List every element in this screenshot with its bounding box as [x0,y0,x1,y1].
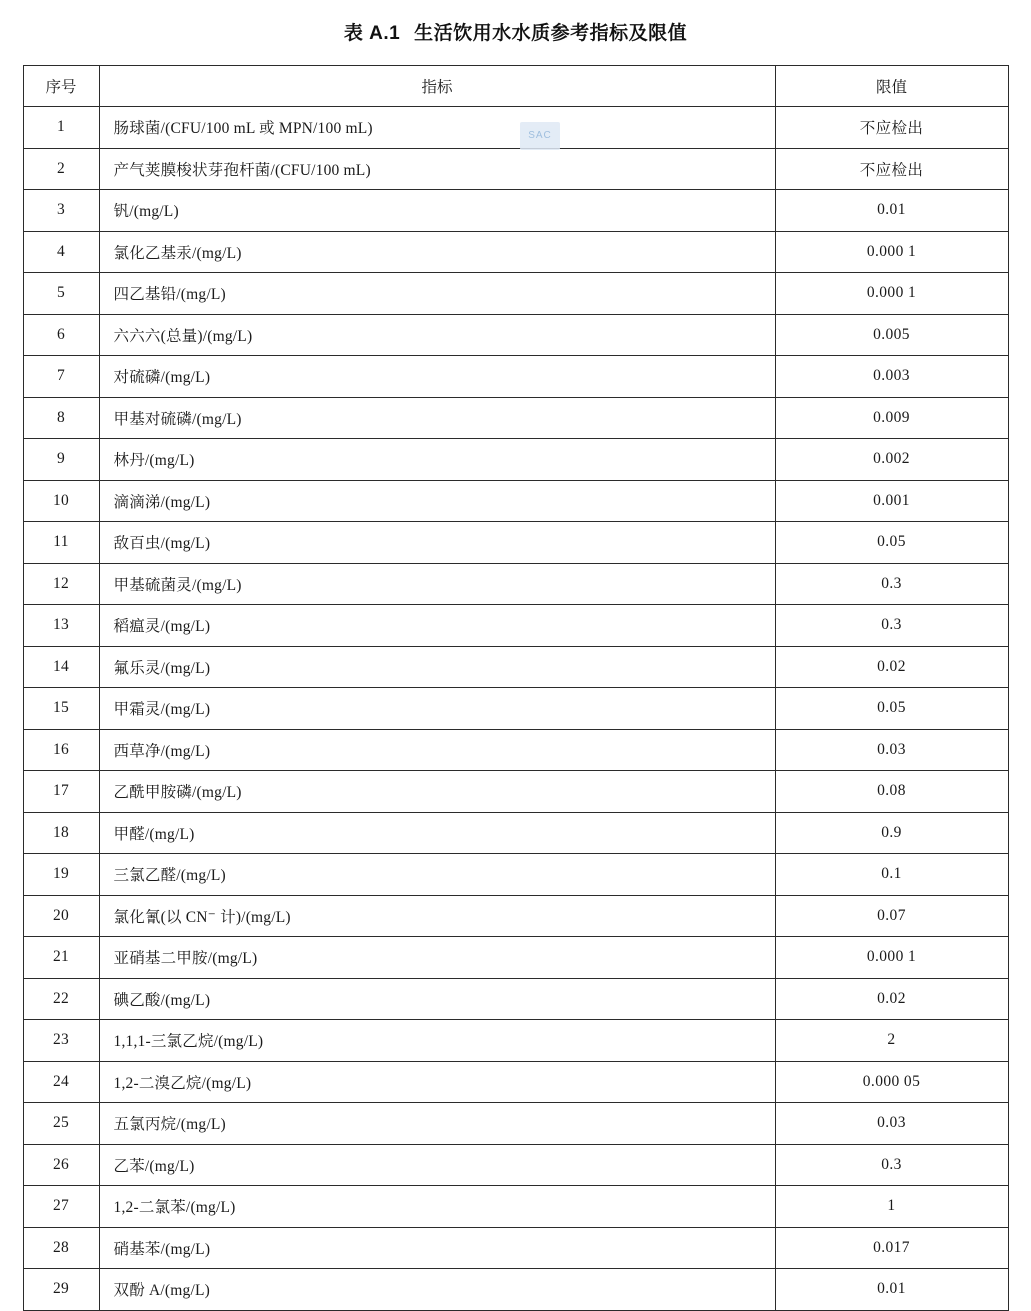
table-row [23,107,1008,149]
cell-limit: 0.05 [775,522,1008,564]
cell-limit: 0.05 [775,688,1008,730]
table-row [23,1103,1008,1145]
cell-row-number: 22 [23,978,99,1020]
table-row [23,1020,1008,1062]
table-row [23,480,1008,522]
cell-limit: 1 [775,1186,1008,1228]
cell-indicator: 甲霜灵/(mg/L) [99,688,775,730]
column-header-limit: 限值 [775,66,1008,107]
cell-limit: 0.01 [775,1269,1008,1311]
water-quality-table [23,65,1009,1311]
cell-row-number: 12 [23,563,99,605]
cell-limit: 2 [775,1020,1008,1062]
cell-indicator: 五氯丙烷/(mg/L) [99,1103,775,1145]
cell-indicator: 氯化乙基汞/(mg/L) [99,231,775,273]
cell-indicator: 三氯乙醛/(mg/L) [99,854,775,896]
cell-indicator: 乙酰甲胺磷/(mg/L) [99,771,775,813]
cell-limit: 0.3 [775,605,1008,647]
cell-row-number: 10 [23,480,99,522]
table-row [23,688,1008,730]
table-row [23,1186,1008,1228]
cell-limit: 0.000 1 [775,937,1008,979]
cell-indicator: 氯化氰(以 CN⁻ 计)/(mg/L) [99,895,775,937]
cell-row-number: 17 [23,771,99,813]
cell-row-number: 11 [23,522,99,564]
cell-limit: 0.02 [775,978,1008,1020]
cell-indicator: 1,1,1-三氯乙烷/(mg/L) [99,1020,775,1062]
cell-indicator: 甲基硫菌灵/(mg/L) [99,563,775,605]
cell-row-number: 3 [23,190,99,232]
cell-limit: 0.000 1 [775,231,1008,273]
cell-indicator: 甲醛/(mg/L) [99,812,775,854]
cell-indicator: 六六六(总量)/(mg/L) [99,314,775,356]
column-header-indicator: 指标 [99,66,775,107]
cell-limit: 0.1 [775,854,1008,896]
cell-limit: 0.02 [775,646,1008,688]
cell-row-number: 14 [23,646,99,688]
cell-limit: 0.005 [775,314,1008,356]
watermark-logo: SAC [520,122,560,150]
cell-row-number: 23 [23,1020,99,1062]
cell-indicator: 敌百虫/(mg/L) [99,522,775,564]
table-row [23,231,1008,273]
cell-limit: 0.01 [775,190,1008,232]
cell-row-number: 6 [23,314,99,356]
cell-limit: 0.3 [775,1144,1008,1186]
cell-row-number: 16 [23,729,99,771]
cell-indicator: 钒/(mg/L) [99,190,775,232]
table-row [23,605,1008,647]
cell-row-number: 1 [23,107,99,149]
cell-row-number: 18 [23,812,99,854]
table-title-text: 生活饮用水水质参考指标及限值 [414,23,688,44]
table-row [23,937,1008,979]
cell-row-number: 4 [23,231,99,273]
cell-limit: 0.000 05 [775,1061,1008,1103]
cell-limit: 0.001 [775,480,1008,522]
cell-indicator: 硝基苯/(mg/L) [99,1227,775,1269]
cell-limit: 0.07 [775,895,1008,937]
cell-row-number: 2 [23,148,99,190]
table-row [23,854,1008,896]
cell-row-number: 24 [23,1061,99,1103]
cell-limit: 0.003 [775,356,1008,398]
cell-row-number: 26 [23,1144,99,1186]
cell-indicator: 稻瘟灵/(mg/L) [99,605,775,647]
cell-row-number: 9 [23,439,99,481]
table-row [23,978,1008,1020]
column-header-no: 序号 [23,66,99,107]
cell-limit: 0.009 [775,397,1008,439]
cell-limit: 不应检出 [775,107,1008,149]
table-row [23,1227,1008,1269]
cell-row-number: 20 [23,895,99,937]
cell-row-number: 7 [23,356,99,398]
cell-limit: 0.08 [775,771,1008,813]
table-row [23,148,1008,190]
cell-indicator: 碘乙酸/(mg/L) [99,978,775,1020]
table-row [23,895,1008,937]
cell-indicator: 林丹/(mg/L) [99,439,775,481]
cell-row-number: 28 [23,1227,99,1269]
table-row [23,314,1008,356]
table-body [23,107,1008,1311]
table-row [23,646,1008,688]
cell-indicator: 氟乐灵/(mg/L) [99,646,775,688]
table-number: 表 A.1 [343,23,401,44]
table-row [23,1269,1008,1311]
cell-limit: 0.03 [775,1103,1008,1145]
cell-row-number: 5 [23,273,99,315]
cell-limit: 0.3 [775,563,1008,605]
cell-row-number: 15 [23,688,99,730]
cell-row-number: 19 [23,854,99,896]
cell-indicator: 双酚 A/(mg/L) [99,1269,775,1311]
table-row [23,190,1008,232]
cell-indicator: 乙苯/(mg/L) [99,1144,775,1186]
cell-limit: 0.9 [775,812,1008,854]
cell-limit: 0.03 [775,729,1008,771]
cell-row-number: 21 [23,937,99,979]
table-row [23,563,1008,605]
table-row [23,439,1008,481]
table-row [23,771,1008,813]
cell-row-number: 13 [23,605,99,647]
cell-limit: 0.017 [775,1227,1008,1269]
table-row [23,522,1008,564]
table-row [23,1144,1008,1186]
table-row [23,1061,1008,1103]
cell-indicator: 对硫磷/(mg/L) [99,356,775,398]
cell-limit: 不应检出 [775,148,1008,190]
table-row [23,397,1008,439]
cell-indicator: 滴滴涕/(mg/L) [99,480,775,522]
cell-indicator: 甲基对硫磷/(mg/L) [99,397,775,439]
table-header-row [23,66,1008,107]
cell-indicator: 亚硝基二甲胺/(mg/L) [99,937,775,979]
cell-row-number: 29 [23,1269,99,1311]
cell-indicator: 西草净/(mg/L) [99,729,775,771]
table-row [23,273,1008,315]
cell-row-number: 27 [23,1186,99,1228]
cell-row-number: 8 [23,397,99,439]
cell-indicator: 1,2-二氯苯/(mg/L) [99,1186,775,1228]
cell-indicator: 四乙基铅/(mg/L) [99,273,775,315]
cell-indicator: 肠球菌/(CFU/100 mL 或 MPN/100 mL) [99,107,775,149]
table-row [23,729,1008,771]
table-header [23,66,1008,107]
cell-indicator: 1,2-二溴乙烷/(mg/L) [99,1061,775,1103]
table-row [23,356,1008,398]
cell-row-number: 25 [23,1103,99,1145]
table-row [23,812,1008,854]
page-title [0,0,1031,65]
cell-limit: 0.002 [775,439,1008,481]
cell-indicator: 产气荚膜梭状芽孢杆菌/(CFU/100 mL) [99,148,775,190]
cell-limit: 0.000 1 [775,273,1008,315]
